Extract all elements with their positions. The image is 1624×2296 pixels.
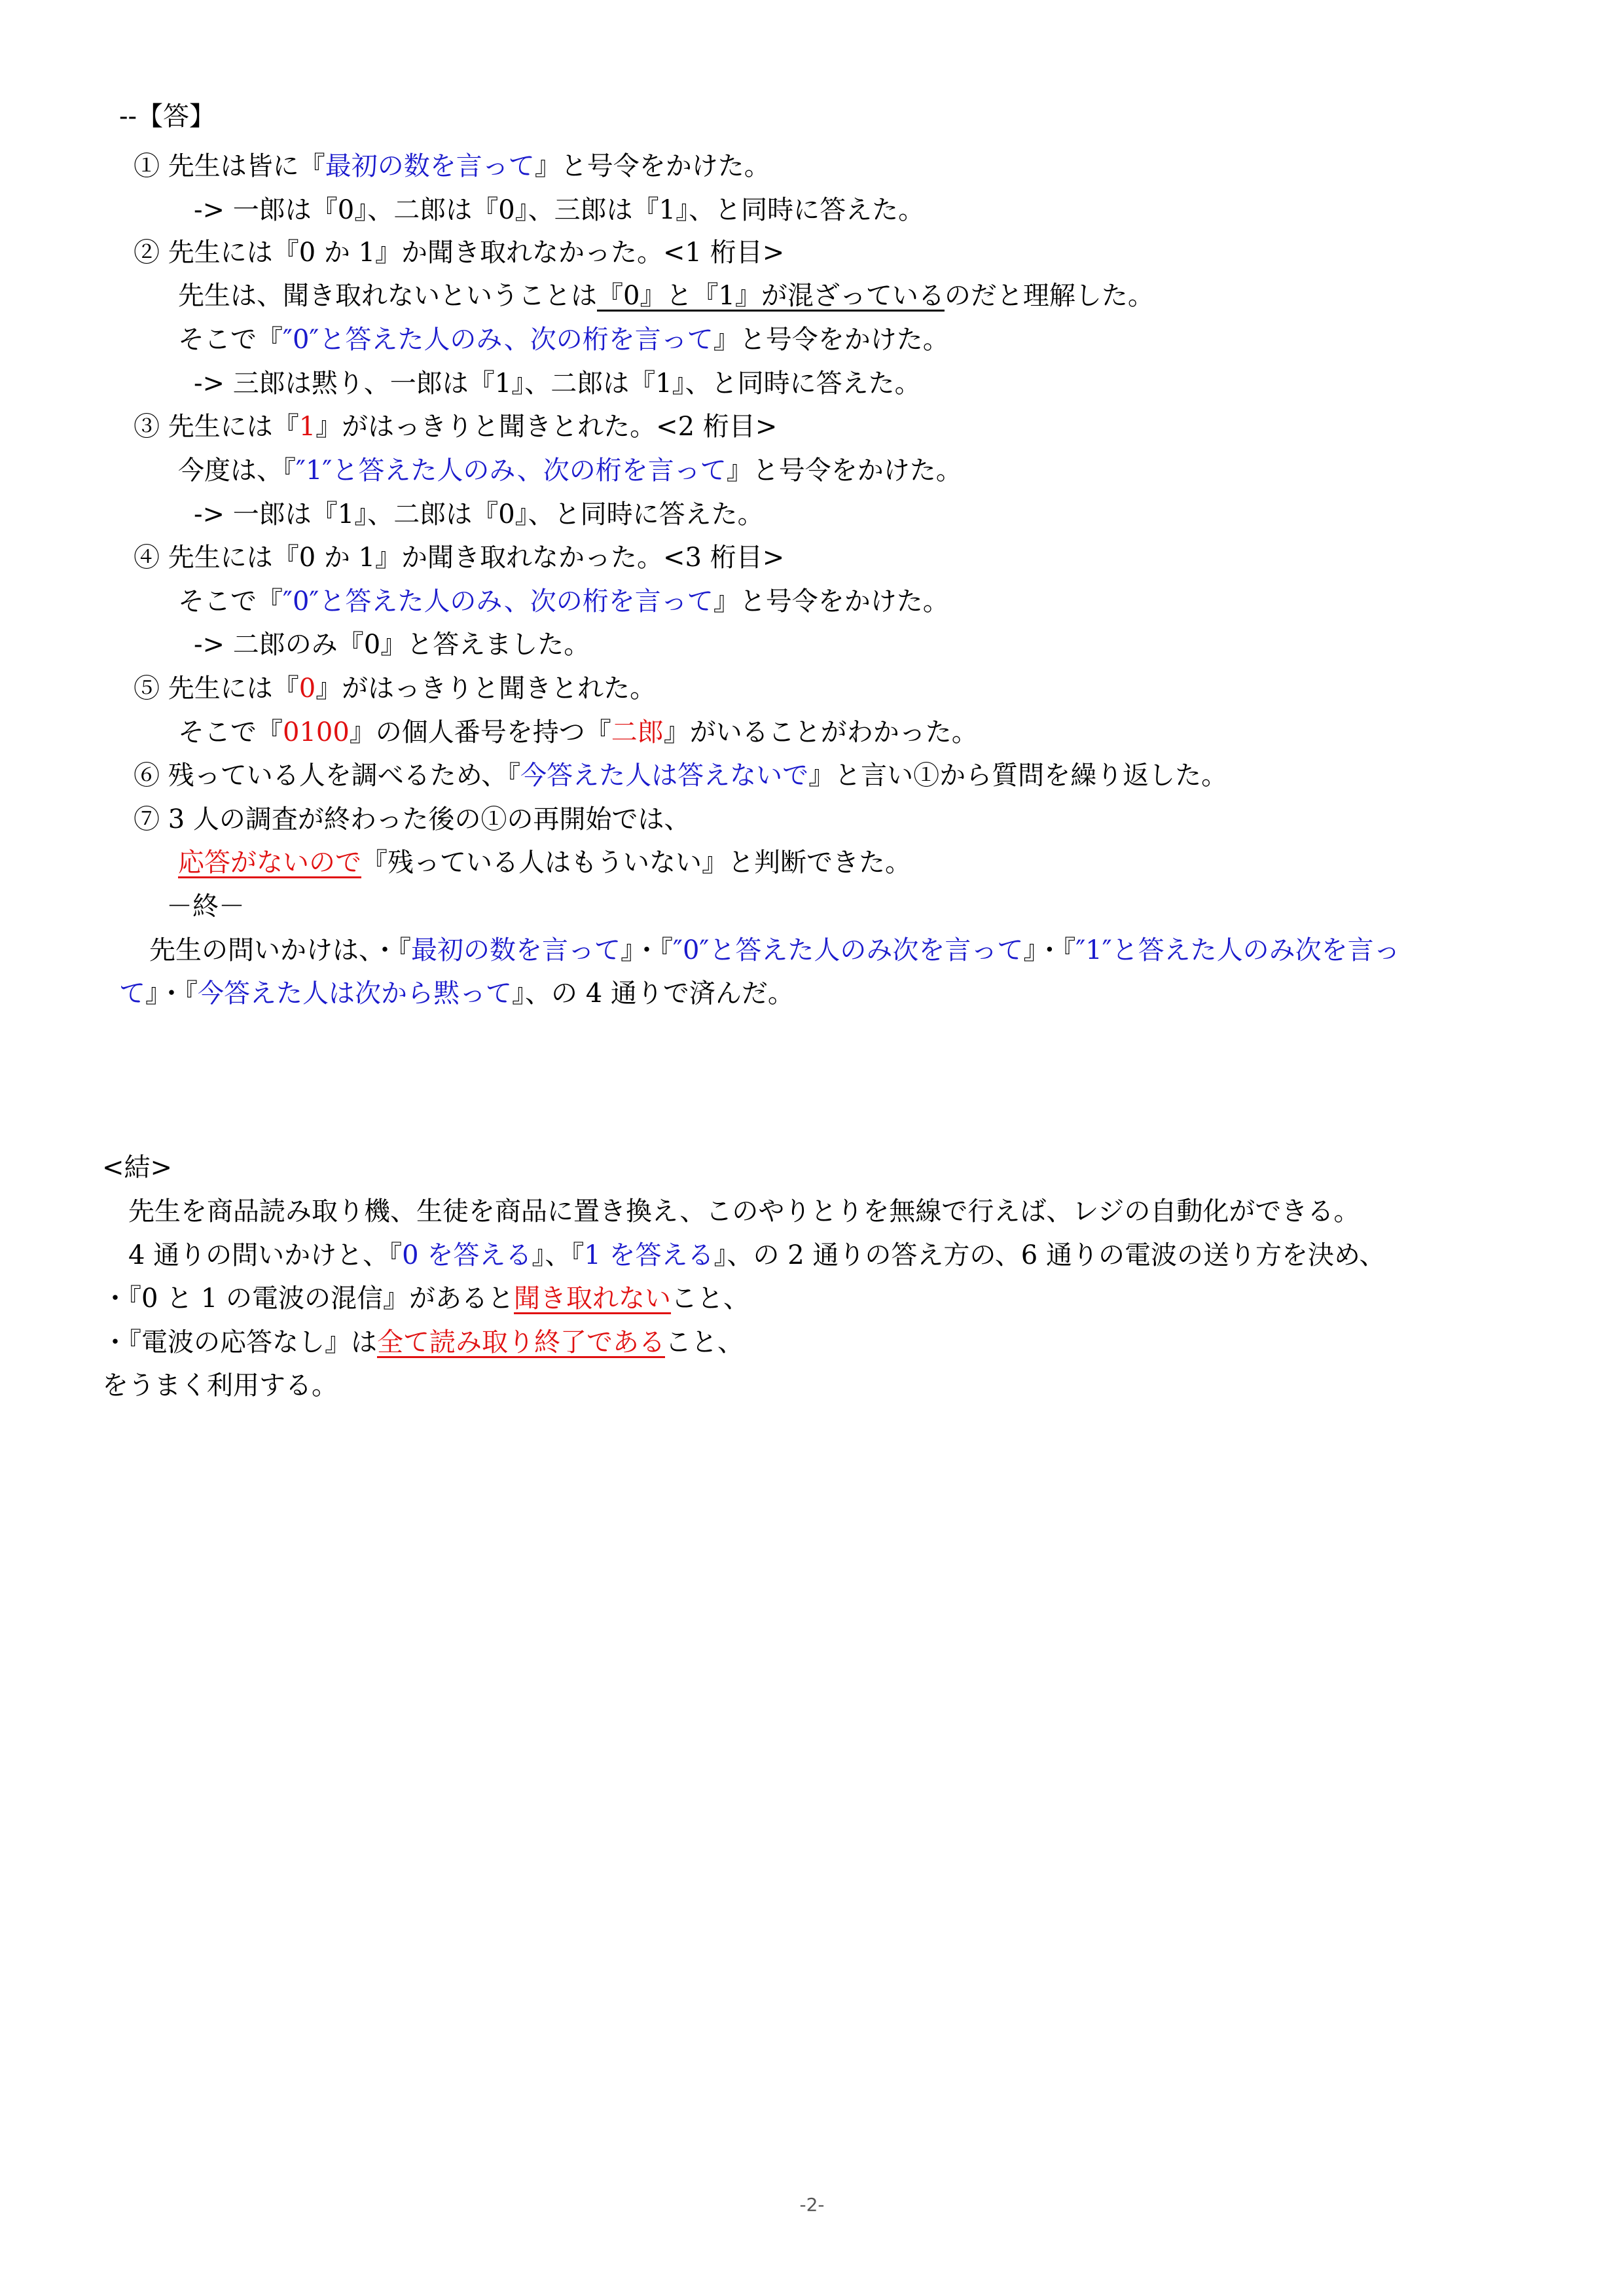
text-run: 』がいることがわかった。	[663, 717, 978, 747]
text-run: 1 を答える	[584, 1240, 714, 1270]
text-run: ・『電波の応答なし』は	[102, 1327, 377, 1357]
text-run: 』、『	[532, 1240, 585, 1270]
answer-line	[194, 626, 590, 663]
answer-line	[178, 452, 962, 489]
answer-line	[178, 278, 1154, 314]
text-run: ″1″と答えた人のみ、次の桁を言って	[296, 456, 727, 486]
answer-line	[134, 408, 777, 445]
text-run: 』と号令をかけた。	[713, 586, 949, 617]
text-run: 0 を答える	[402, 1240, 532, 1270]
answer-heading: --【答】	[119, 101, 216, 132]
text-run: 』の個人番号を持つ『	[349, 717, 611, 747]
conclusion-line	[102, 1324, 744, 1361]
text-run: こと、	[671, 1283, 750, 1314]
text-run: 今答えた人は次から黙って	[198, 978, 512, 1009]
text-run: て	[119, 978, 145, 1009]
answer-line	[134, 539, 784, 576]
text-run: ″1″と答えた人のみ次を言っ	[1075, 935, 1400, 965]
text-run: そこで『	[178, 717, 283, 747]
answer-line	[178, 714, 978, 751]
text-run: 『0』と『1』が混ざっている	[597, 281, 945, 311]
text-run: ⑥ 残っている人を調べるため、『	[134, 761, 521, 791]
conclusion-line	[128, 1193, 1360, 1230]
text-run: 今度は、『	[178, 456, 296, 486]
text-run: 聞き取れない	[514, 1283, 672, 1314]
text-run: 』と号令をかけた。	[713, 325, 949, 355]
text-run: 先生は、聞き取れないということは	[178, 281, 597, 311]
page-number: -2-	[799, 2194, 825, 2215]
conclusion-line	[102, 1367, 338, 1404]
text-run: ① 先生は皆に『	[134, 151, 325, 181]
text-run: 』がはっきりと聞きとれた。	[316, 673, 657, 704]
text-run: ⑦ 3 人の調査が終わった後の①の再開始では、	[134, 804, 691, 834]
text-run: -> 二郎のみ『0』と答えました。	[194, 630, 590, 660]
text-run: ④ 先生には『0 か 1』か聞き取れなかった。<3 桁目>	[134, 543, 785, 573]
answer-line	[134, 670, 656, 707]
text-run: ⑤ 先生には『	[134, 673, 299, 704]
text-run: 』・『	[1023, 935, 1076, 965]
text-run: 』、の 2 通りの答え方の、6 通りの電波の送り方を決め、	[713, 1240, 1386, 1270]
text-run: そこで『	[178, 325, 283, 355]
text-run: 』、の 4 通りで済んだ。	[512, 978, 794, 1009]
answer-line	[134, 148, 770, 185]
text-run: 』と号令をかけた。	[534, 151, 770, 181]
text-run: ″0″と答えた人のみ、次の桁を言って	[283, 325, 713, 355]
text-run: 』がはっきりと聞きとれた。<2 桁目>	[316, 412, 778, 442]
answer-line	[194, 496, 764, 533]
text-run: 0	[298, 673, 316, 704]
text-run: 先生を商品読み取り機、生徒を商品に置き換え、このやりとりを無線で行えば、レジの自動化ができる。	[128, 1196, 1360, 1227]
text-run: そこで『	[178, 586, 283, 617]
answer-line	[178, 321, 949, 358]
answer-line	[194, 365, 921, 402]
answer-line	[178, 844, 911, 881]
conclusion-line	[128, 1237, 1385, 1274]
text-run: 』・『	[145, 978, 198, 1009]
answer-line	[178, 583, 949, 620]
text-run: －終－	[166, 891, 245, 922]
text-run: 1	[298, 412, 316, 442]
text-run: ″0″と答えた人のみ次を言って	[673, 935, 1024, 965]
text-run: ② 先生には『0 か 1』か聞き取れなかった。<1 桁目>	[134, 238, 785, 268]
text-run: 応答がないので	[178, 848, 361, 878]
text-run: 』・『	[621, 935, 673, 965]
text-run: 』と号令をかけた。	[726, 456, 962, 486]
text-run: 今答えた人は答えないで	[520, 761, 809, 791]
summary-line	[149, 932, 1400, 969]
text-run: 』と言い①から質問を繰り返した。	[808, 761, 1228, 791]
conclusion-line	[102, 1280, 749, 1317]
answer-end-marker	[166, 888, 245, 925]
text-run: ③ 先生には『	[134, 412, 299, 442]
text-run: こと、	[665, 1327, 744, 1357]
text-run: ・『0 と 1 の電波の混信』があると	[102, 1283, 514, 1314]
text-run: -> 一郎は『1』、二郎は『0』、と同時に答えた。	[194, 499, 764, 529]
text-run: 全て読み取り終了である	[377, 1327, 665, 1357]
text-run: のだと理解した。	[944, 281, 1154, 311]
conclusion-heading: <結>	[102, 1153, 173, 1183]
text-run: 『残っている人はもういない』と判断できた。	[361, 848, 911, 878]
text-run: 最初の数を言って	[325, 151, 535, 181]
text-run: 4 通りの問いかけと、『	[128, 1240, 403, 1270]
text-run: 二郎	[611, 717, 664, 747]
text-run: 先生の問いかけは、・『	[149, 935, 411, 965]
answer-line	[134, 757, 1227, 794]
text-run: -> 一郎は『0』、二郎は『0』、三郎は『1』、と同時に答えた。	[194, 195, 925, 225]
text-run: をうまく利用する。	[102, 1371, 338, 1401]
answer-line	[134, 801, 690, 838]
text-run: 0100	[283, 717, 350, 747]
text-run: -> 三郎は黙り、一郎は『1』、二郎は『1』、と同時に答えた。	[194, 368, 921, 399]
answer-line	[134, 234, 784, 271]
text-run: 最初の数を言って	[411, 935, 621, 965]
answer-line	[194, 192, 924, 228]
summary-line	[119, 975, 794, 1012]
text-run: ″0″と答えた人のみ、次の桁を言って	[283, 586, 713, 617]
